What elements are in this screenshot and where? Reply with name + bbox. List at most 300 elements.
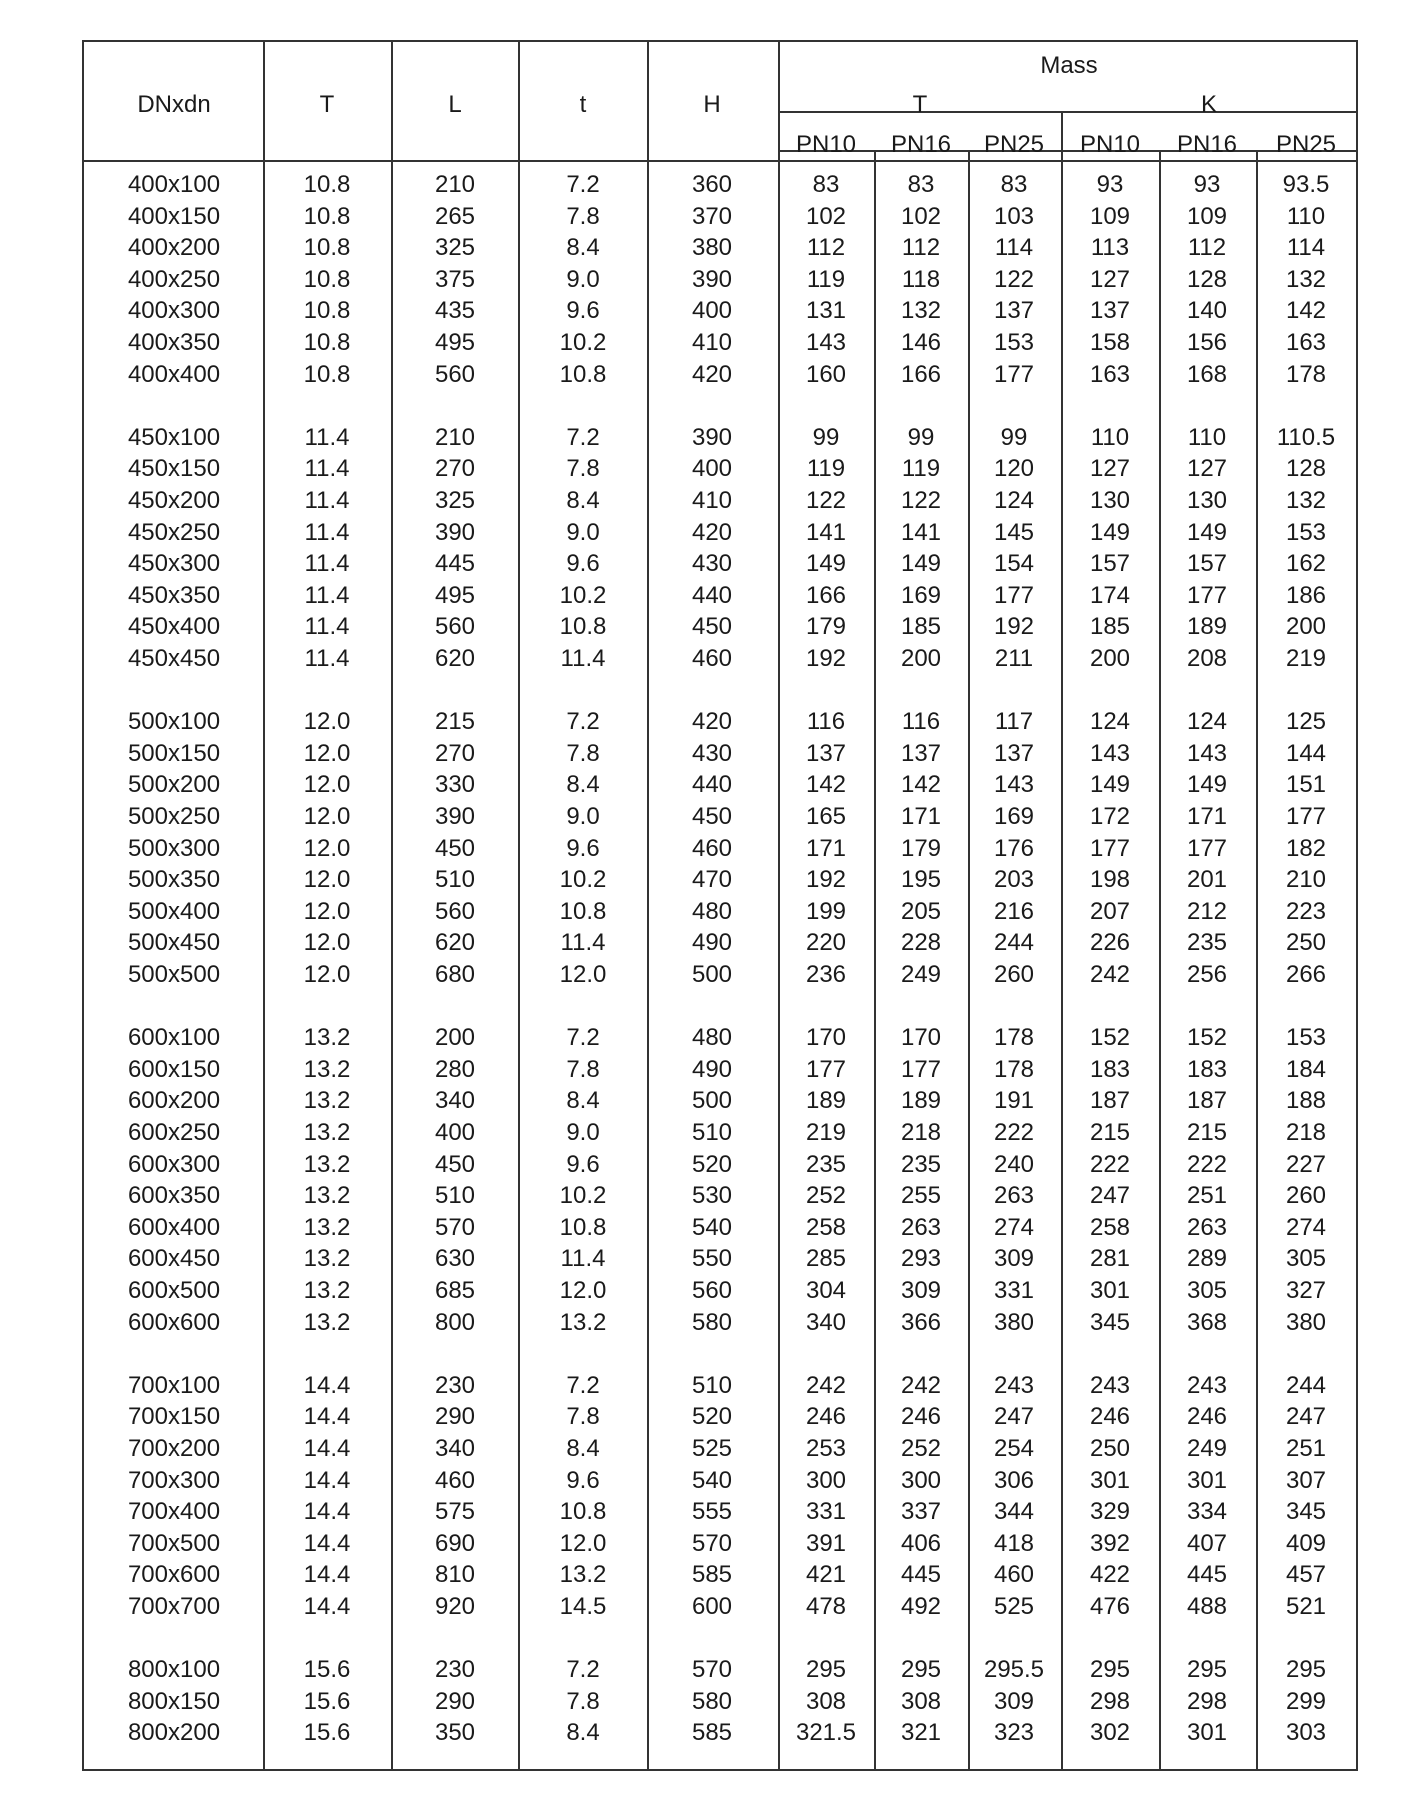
- cell-mass-K-pn16: 368: [1186, 1308, 1228, 1336]
- cell-mass-T-pn10: 102: [805, 202, 847, 230]
- cell-mass-T-pn10: 340: [805, 1308, 847, 1336]
- cell-L: 630: [434, 1245, 476, 1273]
- cell-mass-T-pn10: 391: [805, 1529, 847, 1557]
- cell-T: 12.0: [303, 866, 351, 894]
- cell-mass-T-pn25: 203: [993, 866, 1035, 894]
- cell-mass-K-pn25: 132: [1285, 487, 1327, 514]
- cell-H: 585: [691, 1561, 733, 1589]
- cell-dnxdn: 400x100: [127, 171, 221, 198]
- cell-mass-T-pn16: 249: [900, 961, 942, 988]
- cell-L: 200: [434, 1024, 476, 1052]
- cell-dnxdn: 600x100: [127, 1024, 221, 1052]
- cell-mass-K-pn16: 212: [1186, 897, 1228, 925]
- cell-mass-K-pn25: 345: [1285, 1498, 1327, 1526]
- header-pn: PN25: [983, 131, 1045, 158]
- cell-mass-T-pn10: 331: [805, 1498, 847, 1526]
- cell-mass-T-pn16: 112: [901, 234, 941, 262]
- cell-mass-K-pn10: 242: [1089, 961, 1131, 988]
- cell-mass-K-pn25: 144: [1285, 739, 1327, 767]
- cell-mass-K-pn16: 243: [1186, 1371, 1228, 1399]
- column-divider: [1159, 151, 1161, 1769]
- header-pn: PN16: [890, 131, 952, 158]
- cell-t: 7.8: [566, 739, 600, 767]
- cell-mass-K-pn10: 215: [1089, 1119, 1131, 1146]
- cell-mass-T-pn25: 323: [993, 1719, 1035, 1747]
- cell-mass-K-pn10: 298: [1089, 1687, 1131, 1715]
- cell-L: 325: [434, 487, 476, 514]
- cell-H: 400: [691, 455, 733, 483]
- cell-mass-T-pn16: 205: [900, 897, 942, 925]
- cell-t: 9.6: [566, 297, 600, 325]
- cell-H: 440: [691, 771, 733, 799]
- cell-mass-T-pn10: 116: [806, 708, 846, 736]
- cell-H: 420: [691, 518, 733, 546]
- cell-mass-T-pn25: 525: [993, 1593, 1035, 1620]
- cell-mass-K-pn10: 301: [1089, 1277, 1131, 1304]
- cell-mass-T-pn10: 242: [805, 1371, 847, 1399]
- cell-mass-T-pn16: 137: [900, 739, 942, 767]
- column-divider: [263, 42, 265, 1769]
- cell-mass-K-pn10: 127: [1089, 455, 1131, 483]
- cell-t: 8.4: [566, 1435, 600, 1462]
- cell-L: 265: [434, 202, 476, 230]
- cell-L: 570: [434, 1213, 476, 1241]
- cell-t: 12.0: [559, 1529, 607, 1557]
- cell-mass-T-pn25: 103: [993, 202, 1035, 230]
- cell-T: 12.0: [303, 834, 351, 862]
- cell-T: 12.0: [303, 739, 351, 767]
- cell-mass-T-pn16: 246: [900, 1403, 942, 1431]
- cell-H: 560: [691, 1277, 733, 1304]
- cell-mass-K-pn10: 127: [1089, 265, 1131, 293]
- cell-mass-T-pn10: 304: [805, 1277, 847, 1304]
- cell-L: 290: [434, 1403, 476, 1431]
- cell-mass-T-pn16: 337: [900, 1498, 942, 1526]
- cell-t: 8.4: [566, 1087, 600, 1115]
- cell-mass-K-pn10: 109: [1089, 202, 1131, 230]
- cell-mass-T-pn16: 300: [900, 1466, 942, 1494]
- cell-L: 920: [434, 1593, 476, 1620]
- cell-mass-T-pn25: 120: [993, 455, 1035, 483]
- cell-mass-K-pn16: 289: [1186, 1245, 1228, 1273]
- cell-L: 445: [434, 550, 476, 578]
- cell-H: 400: [691, 297, 733, 325]
- cell-T: 13.2: [303, 1055, 351, 1083]
- cell-mass-T-pn16: 177: [900, 1055, 942, 1083]
- cell-L: 350: [434, 1719, 476, 1747]
- cell-mass-K-pn16: 407: [1186, 1529, 1228, 1557]
- cell-H: 520: [691, 1150, 733, 1178]
- cell-L: 435: [434, 297, 476, 325]
- cell-T: 15.6: [303, 1687, 351, 1715]
- cell-mass-T-pn10: 141: [805, 518, 847, 546]
- cell-t: 13.2: [559, 1561, 607, 1589]
- cell-mass-T-pn25: 222: [993, 1119, 1035, 1146]
- cell-L: 680: [434, 961, 476, 988]
- cell-mass-T-pn25: 309: [993, 1245, 1035, 1273]
- cell-T: 11.4: [304, 645, 350, 672]
- cell-mass-K-pn16: 127: [1186, 455, 1228, 483]
- cell-mass-T-pn25: 153: [993, 329, 1035, 356]
- cell-mass-T-pn25: 306: [993, 1466, 1035, 1494]
- cell-mass-K-pn16: 263: [1186, 1213, 1228, 1241]
- cell-t: 12.0: [559, 961, 607, 988]
- cell-H: 390: [691, 265, 733, 293]
- cell-mass-T-pn25: 117: [994, 708, 1034, 736]
- cell-mass-T-pn10: 258: [805, 1213, 847, 1241]
- cell-mass-K-pn25: 110: [1286, 202, 1326, 230]
- cell-mass-T-pn16: 169: [900, 581, 942, 609]
- cell-t: 10.8: [559, 613, 607, 641]
- cell-mass-K-pn16: 298: [1186, 1687, 1228, 1715]
- cell-dnxdn: 600x600: [127, 1308, 221, 1336]
- cell-mass-K-pn16: 109: [1186, 202, 1228, 230]
- cell-mass-K-pn16: 112: [1187, 234, 1227, 262]
- cell-mass-K-pn10: 422: [1089, 1561, 1131, 1589]
- cell-T: 10.8: [303, 297, 351, 325]
- cell-mass-T-pn25: 254: [993, 1435, 1035, 1462]
- cell-mass-K-pn16: 187: [1186, 1087, 1228, 1115]
- header-divider: [778, 150, 1356, 152]
- cell-mass-T-pn16: 170: [900, 1024, 942, 1052]
- cell-dnxdn: 500x100: [127, 708, 221, 736]
- cell-T: 13.2: [303, 1024, 351, 1052]
- cell-H: 430: [691, 550, 733, 578]
- cell-mass-K-pn16: 177: [1186, 581, 1228, 609]
- cell-mass-K-pn25: 210: [1285, 866, 1327, 894]
- cell-mass-K-pn10: 143: [1089, 739, 1131, 767]
- cell-mass-T-pn16: 166: [900, 360, 942, 388]
- cell-T: 12.0: [303, 708, 351, 736]
- cell-t: 10.2: [559, 581, 607, 609]
- cell-mass-K-pn16: 301: [1186, 1719, 1228, 1747]
- cell-dnxdn: 500x300: [127, 834, 221, 862]
- cell-t: 14.5: [559, 1593, 607, 1620]
- cell-t: 10.2: [559, 866, 607, 894]
- cell-H: 490: [691, 1055, 733, 1083]
- cell-mass-T-pn25: 295.5: [983, 1656, 1045, 1684]
- cell-H: 540: [691, 1213, 733, 1241]
- cell-T: 14.4: [303, 1403, 351, 1431]
- cell-H: 510: [691, 1371, 733, 1399]
- cell-T: 14.4: [303, 1561, 351, 1589]
- cell-dnxdn: 800x100: [127, 1656, 221, 1684]
- cell-mass-K-pn25: 250: [1285, 929, 1327, 957]
- cell-H: 480: [691, 1024, 733, 1052]
- cell-mass-T-pn10: 199: [805, 897, 847, 925]
- cell-mass-K-pn25: 132: [1285, 265, 1327, 293]
- cell-mass-K-pn16: 222: [1186, 1150, 1228, 1178]
- cell-mass-K-pn16: 177: [1186, 834, 1228, 862]
- cell-dnxdn: 500x250: [127, 803, 221, 830]
- cell-dnxdn: 800x200: [127, 1719, 221, 1747]
- cell-mass-T-pn10: 252: [805, 1182, 847, 1210]
- column-divider: [1256, 151, 1258, 1769]
- cell-H: 450: [691, 613, 733, 641]
- cell-T: 15.6: [303, 1719, 351, 1747]
- cell-L: 270: [434, 739, 476, 767]
- cell-dnxdn: 700x200: [127, 1435, 221, 1462]
- cell-mass-K-pn10: 392: [1089, 1529, 1131, 1557]
- cell-mass-K-pn10: 157: [1089, 550, 1131, 578]
- cell-H: 370: [691, 202, 733, 230]
- header-bottom-rule: [84, 160, 1356, 162]
- cell-dnxdn: 600x250: [127, 1119, 221, 1146]
- cell-mass-K-pn25: 457: [1285, 1561, 1327, 1589]
- cell-T: 11.4: [304, 581, 350, 609]
- cell-mass-K-pn16: 251: [1186, 1182, 1228, 1210]
- cell-L: 210: [434, 423, 476, 451]
- cell-mass-K-pn10: 177: [1089, 834, 1131, 862]
- cell-H: 580: [691, 1308, 733, 1336]
- cell-mass-T-pn10: 192: [805, 645, 847, 672]
- cell-T: 13.2: [303, 1087, 351, 1115]
- cell-H: 540: [691, 1466, 733, 1494]
- cell-mass-T-pn16: 118: [901, 265, 941, 293]
- column-divider: [518, 42, 520, 1769]
- cell-t: 9.0: [566, 803, 600, 830]
- cell-mass-T-pn10: 189: [805, 1087, 847, 1115]
- header-pn: PN10: [1079, 131, 1141, 158]
- cell-mass-T-pn25: 143: [993, 771, 1035, 799]
- cell-mass-K-pn10: 158: [1089, 329, 1131, 356]
- cell-t: 8.4: [566, 234, 600, 262]
- cell-L: 280: [434, 1055, 476, 1083]
- cell-T: 14.4: [303, 1435, 351, 1462]
- cell-mass-K-pn10: 302: [1089, 1719, 1131, 1747]
- cell-mass-K-pn10: 137: [1089, 297, 1131, 325]
- cell-mass-T-pn25: 460: [993, 1561, 1035, 1589]
- cell-mass-K-pn16: 208: [1186, 645, 1228, 672]
- cell-dnxdn: 700x700: [127, 1593, 221, 1620]
- cell-mass-T-pn10: 321.5: [795, 1719, 857, 1747]
- cell-t: 7.8: [566, 1403, 600, 1431]
- cell-H: 460: [691, 645, 733, 672]
- cell-mass-T-pn25: 178: [993, 1024, 1035, 1052]
- cell-mass-T-pn10: 300: [805, 1466, 847, 1494]
- header-T: T: [319, 91, 335, 118]
- cell-T: 10.8: [303, 202, 351, 230]
- cell-mass-T-pn25: 243: [993, 1371, 1035, 1399]
- cell-mass-T-pn10: 166: [805, 581, 847, 609]
- cell-mass-T-pn16: 228: [900, 929, 942, 957]
- cell-mass-T-pn10: 119: [806, 455, 846, 483]
- cell-L: 620: [434, 645, 476, 672]
- cell-t: 7.2: [566, 708, 600, 736]
- cell-dnxdn: 700x100: [127, 1371, 221, 1399]
- cell-t: 7.8: [566, 1055, 600, 1083]
- cell-L: 390: [434, 518, 476, 546]
- cell-H: 420: [691, 360, 733, 388]
- cell-t: 7.8: [566, 455, 600, 483]
- cell-mass-T-pn16: 116: [901, 708, 941, 736]
- cell-H: 460: [691, 834, 733, 862]
- cell-mass-K-pn16: 143: [1186, 739, 1228, 767]
- cell-mass-K-pn25: 223: [1285, 897, 1327, 925]
- cell-mass-K-pn25: 380: [1285, 1308, 1327, 1336]
- cell-L: 450: [434, 1150, 476, 1178]
- cell-mass-K-pn25: 266: [1285, 961, 1327, 988]
- cell-mass-T-pn16: 99: [907, 423, 935, 451]
- cell-L: 400: [434, 1119, 476, 1146]
- cell-mass-T-pn10: 285: [805, 1245, 847, 1273]
- cell-dnxdn: 600x150: [127, 1055, 221, 1083]
- cell-H: 430: [691, 739, 733, 767]
- cell-T: 13.2: [303, 1213, 351, 1241]
- cell-L: 325: [434, 234, 476, 262]
- cell-mass-K-pn25: 153: [1285, 1024, 1327, 1052]
- cell-mass-K-pn25: 128: [1285, 455, 1327, 483]
- header-pn: PN25: [1275, 131, 1337, 158]
- cell-t: 13.2: [559, 1308, 607, 1336]
- cell-mass-K-pn10: 198: [1089, 866, 1131, 894]
- cell-mass-T-pn25: 331: [993, 1277, 1035, 1304]
- header-mass-T: T: [912, 91, 928, 118]
- cell-mass-K-pn10: 258: [1089, 1213, 1131, 1241]
- cell-dnxdn: 500x350: [127, 866, 221, 894]
- cell-dnxdn: 400x350: [127, 329, 221, 356]
- cell-dnxdn: 800x150: [127, 1687, 221, 1715]
- cell-mass-K-pn16: 128: [1186, 265, 1228, 293]
- cell-mass-T-pn25: 309: [993, 1687, 1035, 1715]
- header-pn: PN16: [1176, 131, 1238, 158]
- cell-mass-K-pn10: 246: [1089, 1403, 1131, 1431]
- cell-t: 9.0: [566, 518, 600, 546]
- cell-mass-K-pn16: 149: [1186, 518, 1228, 546]
- cell-t: 7.2: [566, 1371, 600, 1399]
- cell-mass-T-pn10: 179: [805, 613, 847, 641]
- cell-H: 440: [691, 581, 733, 609]
- cell-mass-T-pn16: 119: [901, 455, 941, 483]
- cell-mass-K-pn10: 172: [1089, 803, 1131, 830]
- cell-mass-T-pn10: 131: [805, 297, 847, 325]
- cell-mass-T-pn16: 122: [900, 487, 942, 514]
- cell-mass-K-pn10: 301: [1089, 1466, 1131, 1494]
- cell-L: 810: [434, 1561, 476, 1589]
- cell-L: 230: [434, 1656, 476, 1684]
- cell-mass-K-pn16: 156: [1186, 329, 1228, 356]
- cell-mass-K-pn25: 295: [1285, 1656, 1327, 1684]
- cell-H: 470: [691, 866, 733, 894]
- cell-mass-T-pn16: 142: [900, 771, 942, 799]
- cell-mass-T-pn25: 176: [993, 834, 1035, 862]
- cell-L: 390: [434, 803, 476, 830]
- cell-mass-K-pn16: 124: [1186, 708, 1228, 736]
- cell-L: 510: [434, 866, 476, 894]
- cell-T: 10.8: [303, 360, 351, 388]
- cell-mass-K-pn16: 183: [1186, 1055, 1228, 1083]
- cell-mass-T-pn25: 244: [993, 929, 1035, 957]
- cell-mass-T-pn16: 132: [900, 297, 942, 325]
- cell-mass-K-pn25: 244: [1285, 1371, 1327, 1399]
- cell-mass-K-pn16: 301: [1186, 1466, 1228, 1494]
- cell-T: 11.4: [304, 613, 350, 641]
- cell-T: 10.8: [303, 265, 351, 293]
- cell-dnxdn: 450x150: [127, 455, 221, 483]
- cell-mass-T-pn25: 122: [993, 265, 1035, 293]
- cell-H: 600: [691, 1593, 733, 1620]
- column-divider: [647, 42, 649, 1769]
- cell-mass-T-pn16: 242: [900, 1371, 942, 1399]
- cell-t: 8.4: [566, 771, 600, 799]
- cell-mass-K-pn16: 445: [1186, 1561, 1228, 1589]
- cell-t: 7.2: [566, 1024, 600, 1052]
- cell-dnxdn: 700x600: [127, 1561, 221, 1589]
- cell-dnxdn: 700x500: [127, 1529, 221, 1557]
- cell-mass-T-pn10: 160: [805, 360, 847, 388]
- cell-H: 480: [691, 897, 733, 925]
- cell-dnxdn: 700x400: [127, 1498, 221, 1526]
- cell-mass-T-pn16: 492: [900, 1593, 942, 1620]
- cell-L: 575: [434, 1498, 476, 1526]
- cell-mass-T-pn16: 309: [900, 1277, 942, 1304]
- cell-mass-K-pn10: 250: [1089, 1435, 1131, 1462]
- cell-mass-K-pn16: 110: [1187, 423, 1227, 451]
- cell-mass-T-pn16: 185: [900, 613, 942, 641]
- cell-mass-T-pn25: 177: [993, 581, 1035, 609]
- cell-dnxdn: 450x450: [127, 645, 221, 672]
- cell-T: 10.8: [303, 329, 351, 356]
- cell-mass-K-pn25: 200: [1285, 613, 1327, 641]
- cell-mass-K-pn25: 260: [1285, 1182, 1327, 1210]
- cell-dnxdn: 500x200: [127, 771, 221, 799]
- header-H: H: [703, 91, 721, 118]
- cell-mass-K-pn10: 174: [1089, 581, 1131, 609]
- cell-mass-K-pn10: 149: [1089, 771, 1131, 799]
- cell-t: 11.4: [560, 645, 606, 672]
- cell-t: 7.2: [566, 423, 600, 451]
- header-t: t: [579, 91, 587, 118]
- cell-mass-K-pn25: 153: [1285, 518, 1327, 546]
- header-pn: PN10: [795, 131, 857, 158]
- cell-L: 330: [434, 771, 476, 799]
- cell-mass-T-pn10: 421: [805, 1561, 847, 1589]
- cell-H: 530: [691, 1182, 733, 1210]
- cell-T: 11.4: [304, 423, 350, 451]
- cell-mass-K-pn10: 124: [1089, 708, 1131, 736]
- cell-T: 10.8: [303, 234, 351, 262]
- cell-mass-T-pn16: 406: [900, 1529, 942, 1557]
- cell-T: 13.2: [303, 1308, 351, 1336]
- cell-mass-T-pn25: 418: [993, 1529, 1035, 1557]
- cell-dnxdn: 500x150: [127, 739, 221, 767]
- cell-dnxdn: 450x400: [127, 613, 221, 641]
- cell-T: 14.4: [303, 1371, 351, 1399]
- cell-mass-K-pn16: 295: [1186, 1656, 1228, 1684]
- cell-t: 9.0: [566, 1119, 600, 1146]
- cell-mass-T-pn10: 177: [805, 1055, 847, 1083]
- cell-mass-K-pn25: 184: [1285, 1055, 1327, 1083]
- cell-L: 340: [434, 1435, 476, 1462]
- cell-t: 10.8: [559, 360, 607, 388]
- cell-L: 620: [434, 929, 476, 957]
- cell-t: 9.6: [566, 1466, 600, 1494]
- cell-mass-T-pn10: 253: [805, 1435, 847, 1462]
- cell-mass-K-pn10: 130: [1089, 487, 1131, 514]
- cell-mass-K-pn25: 274: [1285, 1213, 1327, 1241]
- cell-t: 10.2: [559, 329, 607, 356]
- cell-H: 450: [691, 803, 733, 830]
- cell-L: 685: [434, 1277, 476, 1304]
- cell-mass-K-pn25: 178: [1285, 360, 1327, 388]
- cell-mass-K-pn25: 188: [1285, 1087, 1327, 1115]
- cell-mass-T-pn10: 295: [805, 1656, 847, 1684]
- cell-T: 13.2: [303, 1119, 351, 1146]
- cell-mass-K-pn10: 295: [1089, 1656, 1131, 1684]
- cell-mass-K-pn25: 162: [1285, 550, 1327, 578]
- cell-mass-T-pn25: 99: [1000, 423, 1028, 451]
- cell-mass-K-pn25: 307: [1285, 1466, 1327, 1494]
